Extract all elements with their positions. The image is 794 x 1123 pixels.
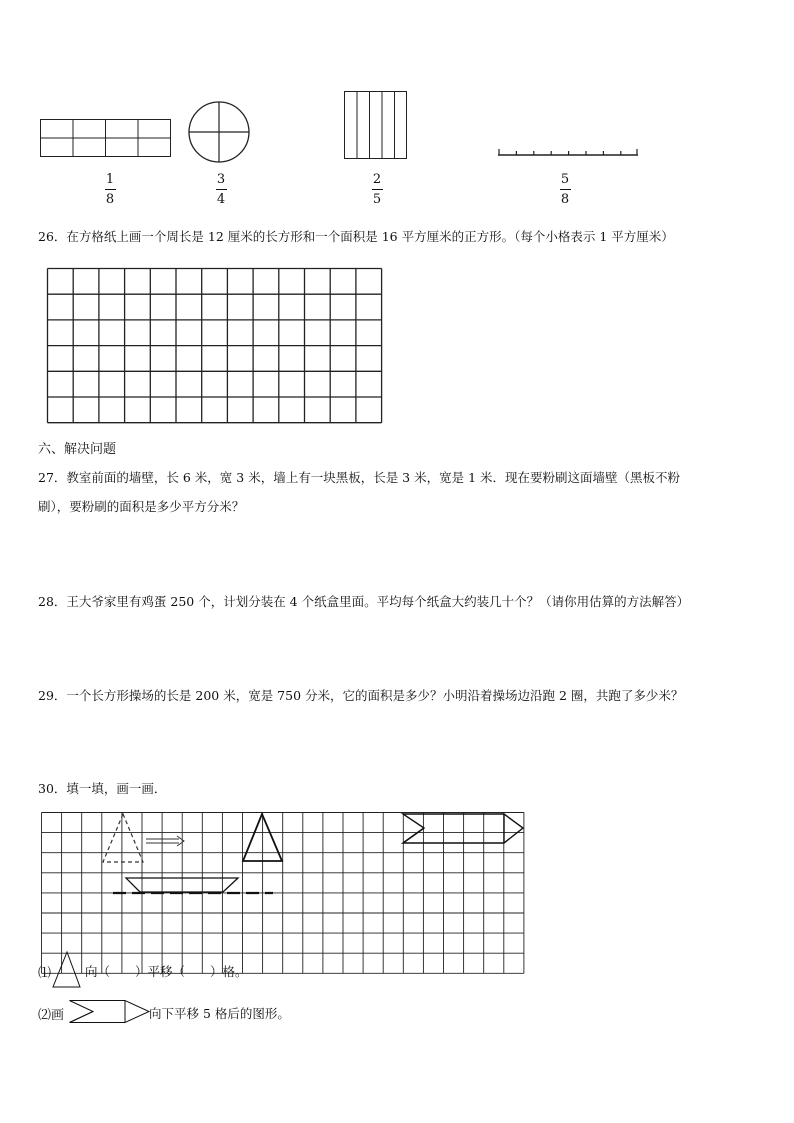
fraction-1-8 bbox=[100, 172, 120, 207]
question-27-line1: 27．教室前面的墙壁，长 6 米，宽 3 米，墙上有一块黑板，长是 3 米，宽是 1 米．现在要粉刷这面墙壁（黑板不粉 bbox=[38, 470, 681, 485]
rectangle-eighths-figure bbox=[40, 119, 172, 159]
grid-paper-q26[interactable] bbox=[47, 268, 385, 426]
fraction-numerator: 2 bbox=[372, 172, 382, 187]
fraction-2-5 bbox=[367, 172, 387, 207]
question-30: 30．填一填，画一画． bbox=[38, 781, 167, 796]
sub-label-2: ⑵画 bbox=[38, 1008, 65, 1023]
circle-quarters-figure bbox=[188, 101, 252, 165]
question-28: 28．王大爷家里有鸡蛋 250 个，计划分装在 4 个纸盒里面。平均每个纸盒大约装几十个？（请你用估算的方法解答） bbox=[38, 594, 690, 609]
triangle-icon bbox=[52, 951, 82, 989]
question-27-line2: 刷），要粉刷的面积是多少平方分米？ bbox=[38, 499, 245, 514]
question-30-1 bbox=[38, 951, 438, 991]
rectangle-fifths-figure bbox=[344, 91, 408, 161]
sub-text-1: 向（ ）平移（ ）格。 bbox=[85, 964, 248, 979]
fraction-numerator: 1 bbox=[105, 172, 115, 187]
dashed-triangle-shape bbox=[103, 814, 143, 862]
fraction-denominator: 4 bbox=[216, 192, 226, 207]
fraction-denominator: 5 bbox=[372, 192, 382, 207]
question-29: 29．一个长方形操场的长是 200 米，宽是 750 分米，它的面积是多少？小明沿着操场边沿跑 2 圈，共跑了多少米？ bbox=[38, 688, 684, 703]
arrow-figure-icon bbox=[69, 1000, 151, 1024]
number-line-figure bbox=[498, 146, 640, 158]
fraction-numerator: 3 bbox=[216, 172, 226, 187]
fraction-denominator: 8 bbox=[560, 192, 570, 207]
arrow-figure-shape bbox=[403, 814, 523, 843]
question-30-2 bbox=[38, 999, 438, 1025]
question-26: 26．在方格纸上画一个周长是 12 厘米的长方形和一个面积是 16 平方厘米的正方形。（每个小格表示 1 平方厘米） bbox=[38, 229, 674, 244]
sub-text-2: 向下平移 5 格后的图形。 bbox=[149, 1006, 290, 1021]
fraction-5-8 bbox=[555, 172, 575, 207]
grid-paper-q30[interactable] bbox=[41, 812, 527, 944]
fraction-numerator: 5 bbox=[560, 172, 570, 187]
section-heading-6: 六、解决问题 bbox=[38, 442, 117, 457]
sub-label-1: ⑴ bbox=[38, 966, 52, 981]
fraction-3-4 bbox=[211, 172, 231, 207]
translation-arrow-icon bbox=[146, 836, 184, 846]
fraction-denominator: 8 bbox=[105, 192, 115, 207]
